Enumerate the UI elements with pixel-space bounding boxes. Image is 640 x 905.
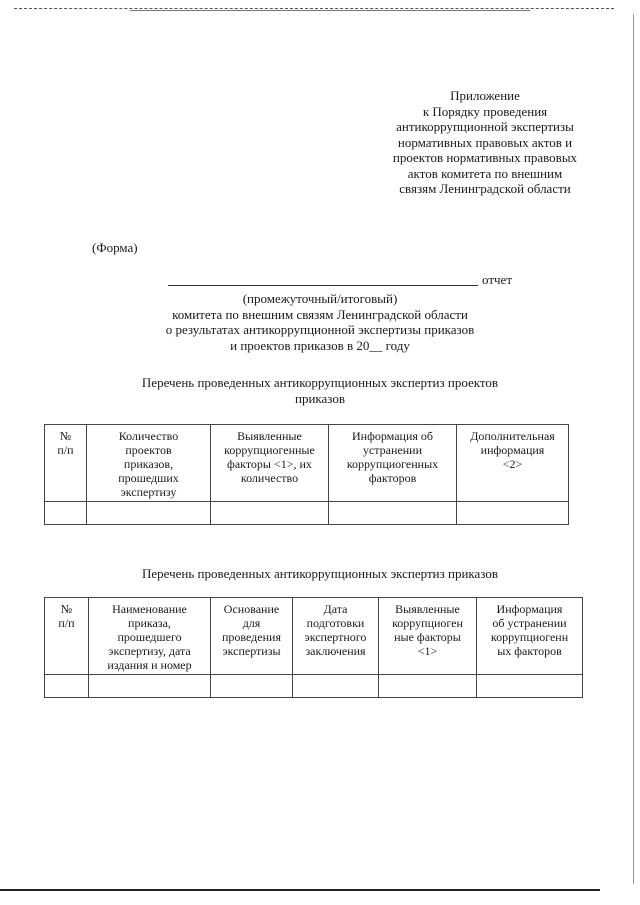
report-heading xyxy=(100,291,540,353)
table2-title xyxy=(100,566,540,582)
header-cell-elimination-info: Информация об устранении коррупциогенных факторов xyxy=(329,425,457,502)
header-cell-draft-count: Количество проектов приказов, прошедших экспертизу xyxy=(87,425,211,502)
appendix-line: к Порядку проведения xyxy=(422,103,548,119)
table1-title-line: приказов xyxy=(294,390,345,406)
orders-expertise-table xyxy=(44,597,583,698)
appendix-line: нормативных правовых актов и xyxy=(397,134,573,150)
appendix-line: связям Ленинградской области xyxy=(399,181,571,196)
header-cell-basis: Основание для проведения экспертизы xyxy=(211,598,293,675)
appendix-line: Приложение xyxy=(450,88,520,103)
report-heading-line: и проектов приказов в 20__ году xyxy=(230,337,410,353)
table-header-row xyxy=(45,425,569,502)
table1-title-line: Перечень проведенных антикоррупционных экспертиз проектов xyxy=(141,375,499,390)
appendix-line: антикоррупционной экспертизы xyxy=(396,119,574,134)
scan-edge-top xyxy=(14,8,614,9)
header-cell-factors: Выявленные коррупциогенные факторы <1>, их количество xyxy=(211,425,329,502)
header-cell-elimination-info: Информация об устранении коррупциогенн ых факторов xyxy=(477,598,583,675)
header-cell-additional-info: Дополнительная информация <2> xyxy=(457,425,569,502)
report-word: отчет xyxy=(482,272,512,287)
table-row xyxy=(45,675,583,698)
report-heading-line: о результатах антикоррупционной экспертизы приказов xyxy=(165,322,475,337)
appendix-note xyxy=(360,88,610,197)
header-cell-number: № п/п xyxy=(45,425,87,502)
form-label: (Форма) xyxy=(92,240,138,255)
table1-title xyxy=(100,375,540,406)
scan-edge-right xyxy=(633,14,634,884)
appendix-line: актов комитета по внешним xyxy=(407,165,563,181)
draft-orders-expertise-table xyxy=(44,424,569,525)
table-row xyxy=(45,502,569,525)
header-cell-order-name: Наименование приказа, прошедшего экспертизу, дата издания и номер xyxy=(89,598,211,675)
appendix-line: проектов нормативных правовых xyxy=(392,150,578,165)
header-cell-conclusion-date: Дата подготовки экспертного заключения xyxy=(293,598,379,675)
header-cell-number: № п/п xyxy=(45,598,89,675)
report-type-blank-line xyxy=(168,273,478,286)
scan-edge-bottom xyxy=(0,889,600,891)
scan-edge-top-inner xyxy=(130,10,530,11)
report-heading-line: комитета по внешним связям Ленинградской области xyxy=(172,306,468,322)
report-heading-line: (промежуточный/итоговый) xyxy=(242,291,398,306)
table2-title-line: Перечень проведенных антикоррупционных экспертиз приказов xyxy=(142,566,498,581)
header-cell-factors: Выявленные коррупциоген ные факторы <1> xyxy=(379,598,477,675)
table-header-row xyxy=(45,598,583,675)
